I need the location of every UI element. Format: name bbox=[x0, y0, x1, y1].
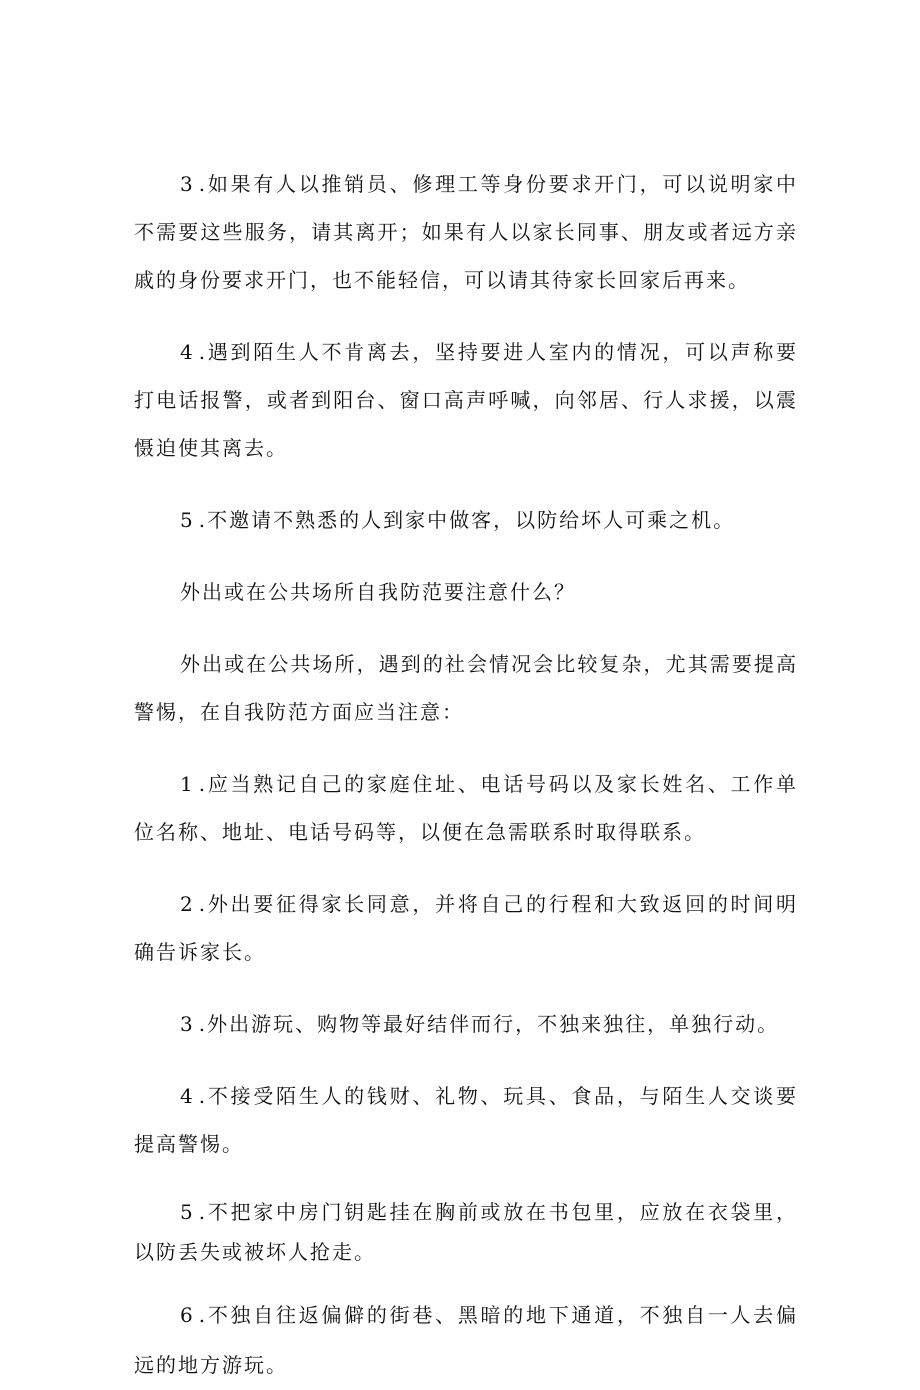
section-question-heading bbox=[134, 568, 798, 616]
paragraph-text: .遇到陌生人不肯离去，坚持要进人室内的情况，可以声称要打电话报警，或者到阳台、窗口高声呼喊，向邻居、行人求援，以震慑迫使其离去。 bbox=[134, 340, 798, 460]
item-number: 2 bbox=[180, 892, 195, 916]
paragraph-text: .外出游玩、购物等最好结伴而行，不独来独往，单独行动。 bbox=[198, 1012, 780, 1036]
item-number: 5 bbox=[180, 508, 195, 532]
paragraph-outing-item-5 bbox=[134, 1192, 798, 1272]
paragraph-outing-item-2 bbox=[134, 880, 798, 976]
paragraph-outing-item-4 bbox=[134, 1072, 798, 1168]
item-number: 3 bbox=[180, 172, 195, 196]
paragraph-text: .不把家中房门钥匙挂在胸前或放在书包里，应放在衣袋里，以防丢失或被坏人抢走。 bbox=[134, 1200, 798, 1264]
item-number: 4 bbox=[180, 1084, 195, 1108]
item-number: 3 bbox=[180, 1012, 195, 1036]
item-number: 6 bbox=[180, 1303, 195, 1327]
paragraph-home-item-5 bbox=[134, 496, 798, 544]
paragraph-outing-item-3 bbox=[134, 1000, 798, 1048]
paragraph-home-item-4 bbox=[134, 328, 798, 472]
paragraph-home-item-3 bbox=[134, 160, 798, 304]
paragraph-text: 外出或在公共场所，遇到的社会情况会比较复杂，尤其需要提高警惕，在自我防范方面应当注意： bbox=[134, 652, 798, 724]
item-number: 5 bbox=[180, 1200, 195, 1224]
paragraph-outing-item-6 bbox=[134, 1290, 798, 1390]
paragraph-text: .不独自往返偏僻的街巷、黑暗的地下通道，不独自一人去偏远的地方游玩。 bbox=[134, 1303, 798, 1377]
paragraph-text: .应当熟记自己的家庭住址、电话号码以及家长姓名、工作单位名称、地址、电话号码等，以便在急需联系时取得联系。 bbox=[134, 772, 798, 844]
paragraph-text: 外出或在公共场所自我防范要注意什么？ bbox=[180, 580, 576, 604]
item-number: 1 bbox=[180, 772, 195, 796]
paragraph-text: .不邀请不熟悉的人到家中做客，以防给坏人可乘之机。 bbox=[198, 508, 736, 532]
item-number: 4 bbox=[180, 340, 195, 364]
section-intro bbox=[134, 640, 798, 736]
paragraph-text: .如果有人以推销员、修理工等身份要求开门，可以说明家中不需要这些服务，请其离开；如果有人以家长同事、朋友或者远方亲戚的身份要求开门，也不能轻信，可以请其待家长回家后再来。 bbox=[134, 172, 798, 292]
paragraph-text: .外出要征得家长同意，并将自己的行程和大致返回的时间明确告诉家长。 bbox=[134, 892, 798, 964]
paragraph-outing-item-1 bbox=[134, 760, 798, 856]
paragraph-text: .不接受陌生人的钱财、礼物、玩具、食品，与陌生人交谈要提高警惕。 bbox=[134, 1084, 798, 1156]
